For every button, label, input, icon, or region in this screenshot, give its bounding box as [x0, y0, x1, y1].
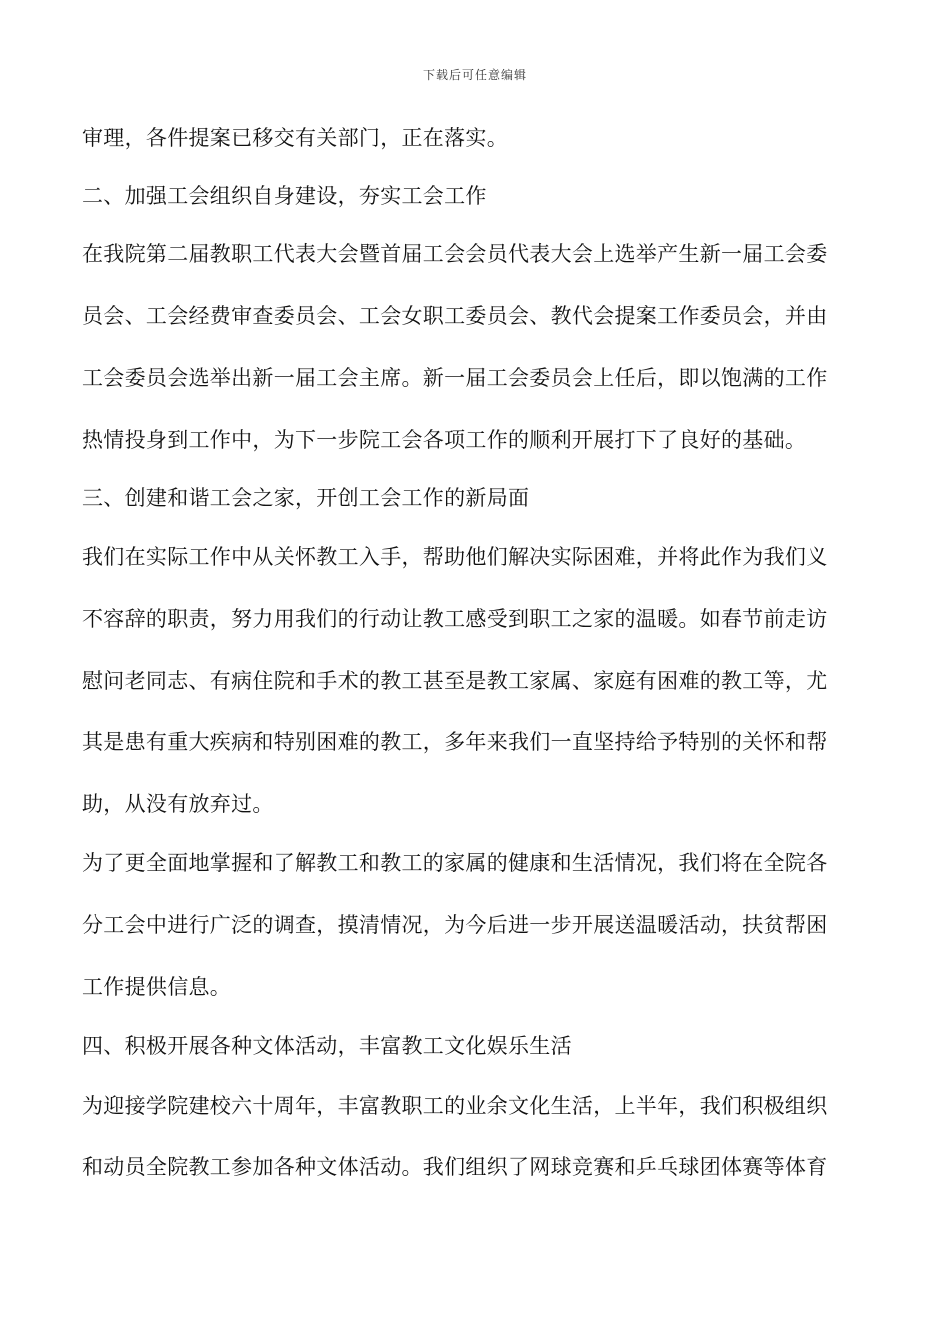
text-line: 我们在实际工作中从关怀教工入手，帮助他们解决实际困难，并将此作为我们义 — [82, 545, 828, 569]
text-line: 员会、工会经费审查委员会、工会女职工委员会、教代会提案工作委员会，并由 — [82, 304, 828, 328]
text-line: 为了更全面地掌握和了解教工和教工的家属的健康和生活情况，我们将在全院各 — [82, 851, 828, 875]
text-line: 慰问老同志、有病住院和手术的教工甚至是教工家属、家庭有困难的教工等，尤 — [82, 669, 828, 693]
text-line: 工会委员会选举出新一届工会主席。新一届工会委员会上任后，即以饱满的工作 — [82, 366, 828, 390]
text-line: 其是患有重大疾病和特别困难的教工，多年来我们一直坚持给予特别的关怀和帮 — [82, 730, 828, 754]
text-line: 工作提供信息。 — [82, 975, 232, 999]
text-line: 和动员全院教工参加各种文体活动。我们组织了网球竞赛和乒乓球团体赛等体育 — [82, 1155, 828, 1179]
text-line: 为迎接学院建校六十周年，丰富教职工的业余文化生活，上半年，我们积极组织 — [82, 1094, 828, 1118]
section-heading: 四、积极开展各种文体活动，丰富教工文化娱乐生活 — [82, 1034, 572, 1058]
text-line: 不容辞的职责，努力用我们的行动让教工感受到职工之家的温暖。如春节前走访 — [82, 607, 828, 631]
text-line: 助，从没有放弃过。 — [82, 792, 274, 816]
text-line: 分工会中进行广泛的调查，摸清情况，为今后进一步开展送温暖活动，扶贫帮困 — [82, 913, 828, 937]
text-line: 审理，各件提案已移交有关部门，正在落实。 — [82, 126, 508, 150]
page-header-note: 下载后可任意编辑 — [422, 68, 527, 82]
text-line: 在我院第二届教职工代表大会暨首届工会会员代表大会上选举产生新一届工会委 — [82, 242, 828, 266]
section-heading: 三、创建和谐工会之家，开创工会工作的新局面 — [82, 486, 530, 510]
text-line: 热情投身到工作中，为下一步院工会各项工作的顺利开展打下了良好的基础。 — [82, 428, 807, 452]
section-heading: 二、加强工会组织自身建设，夯实工会工作 — [82, 184, 487, 208]
